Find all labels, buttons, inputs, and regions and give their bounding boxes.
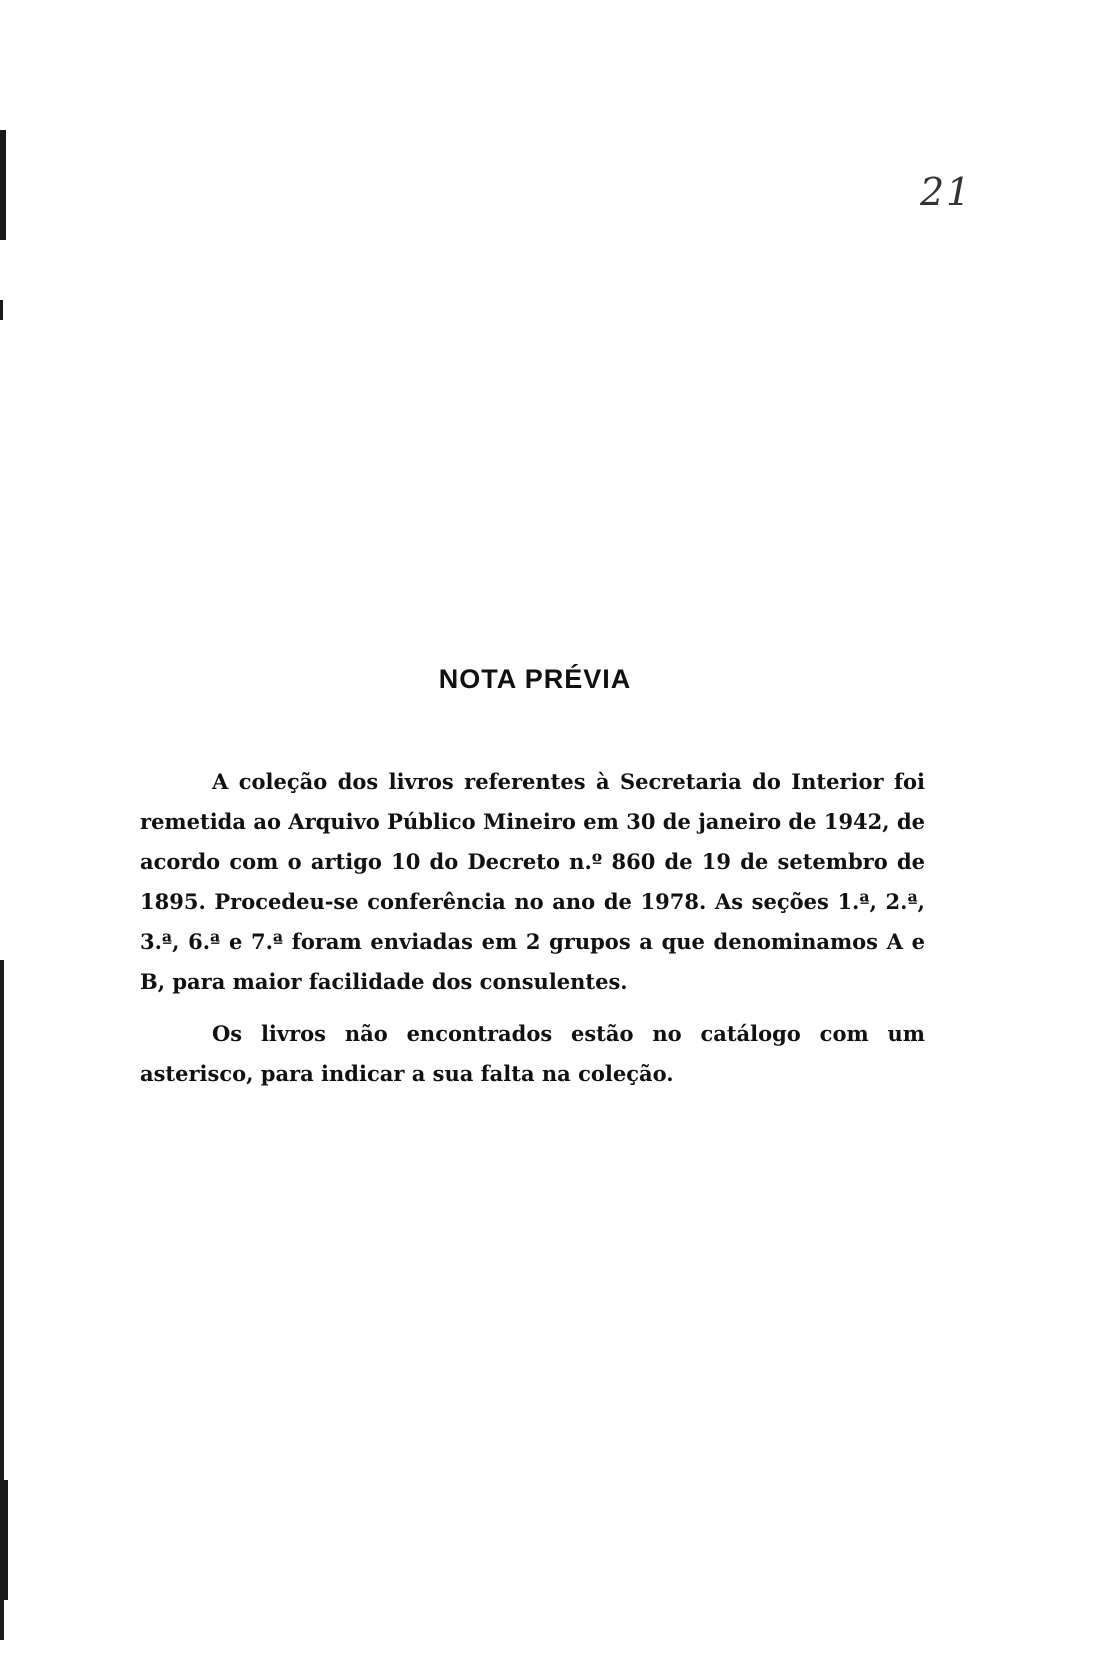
- page-title: NOTA PRÉVIA: [438, 664, 632, 694]
- scan-binding-edge: [0, 0, 10, 1653]
- body-text: [140, 762, 925, 1094]
- paragraph-2: Os livros não encontrados estão no catálogo com um asterisco, para indicar a sua falta na coleção.: [140, 1021, 925, 1086]
- paragraph-1: A coleção dos livros referentes à Secretaria do Interior foi remetida ao Arquivo Público Mineiro em 30 de janeiro de 1942, de acordo com o artigo 10 do Decreto n.º 860 de 19 de setembro de 1895. Procedeu-se conferência no ano de 1978. As seções 1.ª, 2.ª, 3.ª, 6.ª e 7.ª foram enviadas em 2 grupos a que denominamos A e B, para maior facilidade dos consulentes.: [140, 769, 925, 994]
- page-number: 21: [920, 170, 973, 214]
